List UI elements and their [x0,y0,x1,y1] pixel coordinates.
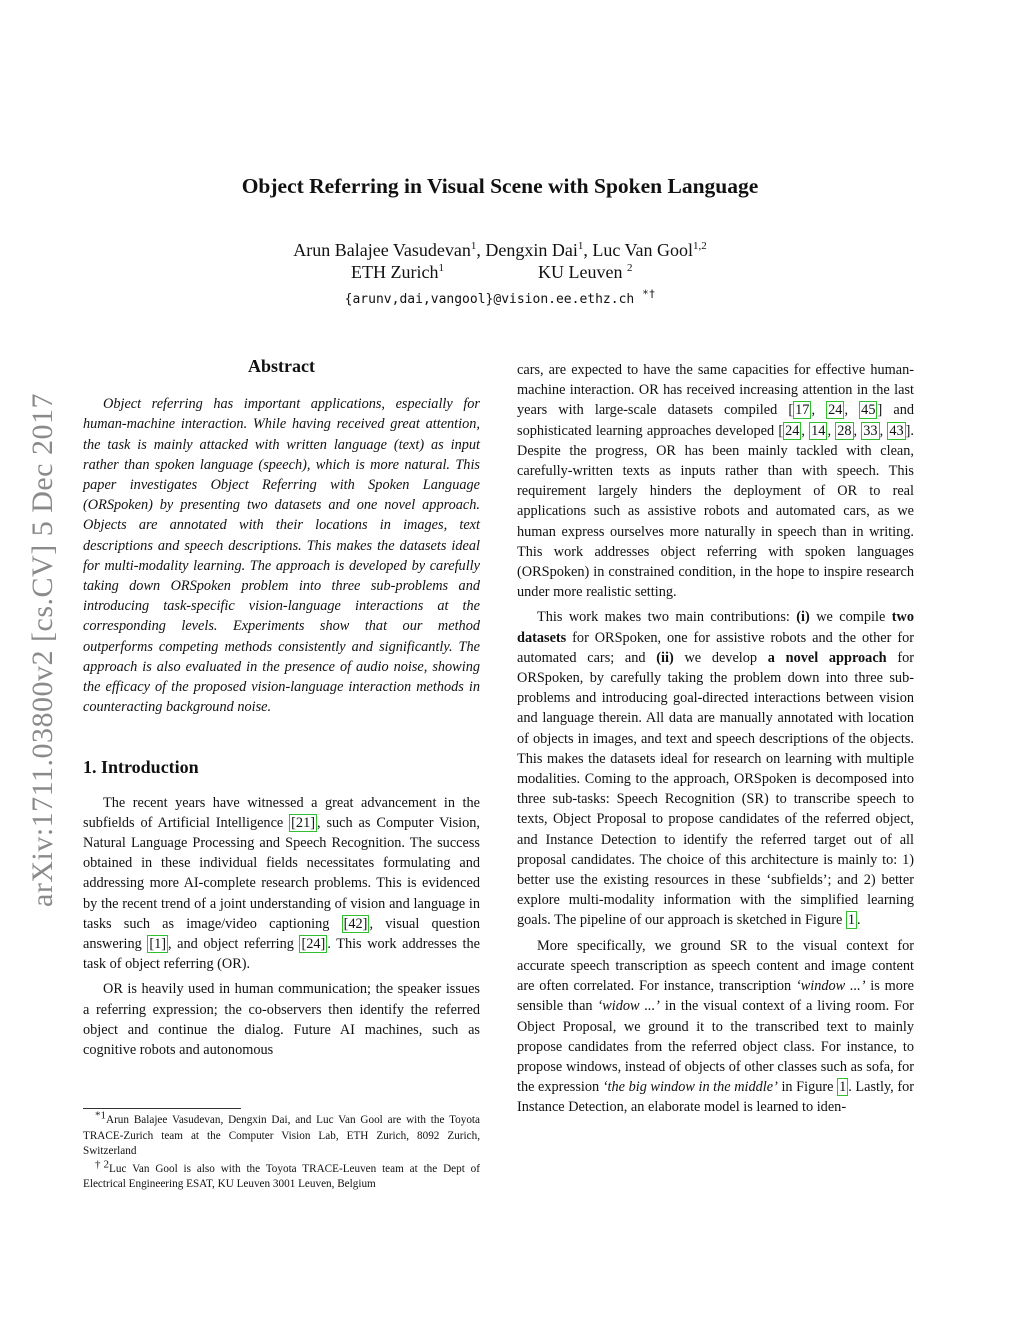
citation-link[interactable]: 43 [889,422,904,439]
italic-text: ‘window ...’ [795,978,866,995]
text: in the visual context of a living room. For Object Proposal, we ground it to the transcribed text to mainly propose candidates from the referred object class. For instance, to propose windows, instead of objects of other classes such as sofa, for the expression [517,998,915,1096]
footnote-divider [83,1108,241,1109]
citation-link[interactable]: [42] [343,915,368,932]
text: in Figure [777,1079,838,1096]
text: More specifically, we ground SR to the visual context for accurate speech transcription as speech content and image content are often correlated. For instance, transcription [517,937,914,995]
paragraph: OR is heavily used in human communication; the speaker issues a referring expression; the co-observers then identify the referred object and continue the dialog. Future AI machines, such as cognitive robots and autonomous [83,981,480,1059]
figure-link[interactable]: 1 [839,1079,847,1096]
footnote [83,1157,480,1193]
text: . [857,912,861,929]
paragraph [517,607,914,930]
text: The recent years have witnessed a great advancement in the subfields of Artificial Intelligence [83,794,480,831]
bold-text: two datasets [517,609,914,646]
bracket: ] [877,402,883,419]
citation-link[interactable]: 24 [785,422,800,439]
text: and sophisticated learning approaches developed [517,402,915,439]
citation-link[interactable]: 33 [863,422,878,439]
author-email [0,287,1000,307]
abstract-heading: Abstract [248,356,315,376]
citation-link[interactable]: 14 [811,422,826,439]
italic-text: ‘widow ...’ [597,998,660,1015]
paper-title: Object Referring in Visual Scene with Spoken Language [241,174,759,198]
separator: , [844,402,860,419]
affiliation-name: ETH Zurich [351,262,439,282]
text: cars, are expected to have the same capacities for effective human-machine interaction. OR has received increasing attention in the last years with large-scale datasets compiled [517,362,914,419]
citation-link[interactable]: 17 [795,402,810,419]
text: we compile [809,609,892,626]
section-heading: 1. Introduction [83,757,199,778]
separator: , [853,422,862,439]
email-address[interactable]: {arunv,dai,vangool}@vision.ee.ethz.ch [344,292,635,307]
text: we develop [673,649,768,666]
author-affiliation-mark: 1,2 [693,240,707,252]
author-affiliation-mark: 1 [577,240,584,252]
bracket: [ [778,422,784,439]
author-separator: , [583,240,593,260]
bracket: [ [788,402,794,419]
author-affiliation-mark: 1 [470,240,477,252]
text: . This work addresses the task of object referring (OR). [83,936,480,973]
footnotes [83,1108,480,1195]
author-name: Dengxin Dai [485,240,578,260]
footnote-text: Arun Balajee Vasudevan, Dengxin Dai, and Luc Van Gool are with the Toyota TRACE-Zurich team at the Computer Vision Lab, ETH Zurich, 8092 Zurich, Switzerland [83,1114,480,1157]
text: , such as Computer Vision, Natural Language Processing and Speech Recognition. The success obtained in these individual fields necessitates formulating and addressing more AI-complete research problems. This is evidenced by the recent trend of a joint understanding of vision and language in tasks such as image/video captioning [83,814,480,932]
footnote-text: Luc Van Gool is also with the Toyota TRACE-Leuven team at the Dept of Electrical Engineering ESAT, KU Leuven 3001 Leuven, Belgium [83,1162,480,1190]
text: for ORSpoken, by carefully taking the problem down into three sub-problems and introducing goal-directed interactions between vision and language therein. All data are manually annotated with location of objects in images, and text and speech descriptions of the objects. This makes the datasets ideal for research on learning with multiple modalities. Coming to the approach, ORSpoken is decomposed into three sub-tasks: Speech Recognition (SR) to transcribe speech to texts, Object Proposal to propose candidates of the referred object, and Instance Detection to identify the referred target out of all proposal candidates. The choice of this architecture is mainly to: 1) better use the existing resources in these ‘subfields’; and 2) better explore multi-modality information with the simplified learning goals. The pipeline of our approach is sketched in Figure [517,649,914,929]
footnote-mark: †2 [95,1157,110,1170]
text: . Lastly, for Instance Detection, an elaborate model is learned to iden- [517,1079,914,1116]
affiliation-kul [538,262,632,283]
italic-text: ‘the big window in the middle’ [602,1079,778,1096]
separator: , [879,422,888,439]
citation-link[interactable]: 45 [861,402,876,419]
citation-link[interactable]: [1] [149,936,167,953]
affiliation-mark: 2 [626,262,633,274]
citation-link[interactable]: 24 [828,402,843,419]
footnote [83,1109,480,1160]
footnote-mark: *1 [95,1109,106,1122]
bold-text: a novel approach [767,649,887,666]
arxiv-identifier: arXiv:1711.03800v2 [cs.CV] 5 Dec 2017 [26,393,59,907]
text: is more sensible than [517,978,915,1015]
abstract-text: Object referring has important applications, especially for human-machine interaction. While having received great attention, the task is mainly attacked with written language (text) as input rather than spoken language (speech), which is more natural. This paper investigates Object Referring with Spoken Language (ORSpoken) by presenting two datasets and one novel approach. Objects are annotated with their locations in images, text descriptions and speech descriptions. This makes the datasets ideal for multi-modality learning. The approach is developed by carefully taking down ORSpoken problem into three sub-problems and introducing task-specific vision-language interactions at the corresponding levels. Experiments show that our method outperforms competing methods consistently and significantly. The approach is also evaluated in the presence of audio noise, showing the efficacy of the proposed vision-language interaction methods in counteracting background noise. [83,396,480,716]
bold-text: (i) [796,609,810,626]
author-list [0,238,1000,262]
paragraph [517,360,914,602]
text: for ORSpoken, one for assistive robots and the other for automated cars; and [517,629,914,666]
bold-text: (ii) [656,649,674,666]
text: , visual question answering [83,915,480,953]
citation-link[interactable]: [21] [291,814,315,831]
left-column [83,356,480,1065]
affiliation-mark: 1 [438,262,444,274]
paragraph [517,936,914,1118]
author-name: Luc Van Gool [592,240,693,260]
separator: , [801,422,810,439]
paragraph [83,793,480,975]
bracket: ] [905,422,911,439]
text: . Despite the progress, OR has been mainly tackled with clean, carefully-written texts as inputs rather than with speech. This requirement largely hinders the deployment of OR to real applications such as assistive robots and automated cars, as we human express ourselves more naturally in speech than in writing. This work addresses object referring with spoken languages (ORSpoken) in constrained condition, in the hope to inspire research under more realistic setting. [517,422,914,601]
figure-link[interactable]: 1 [847,912,856,929]
citation-link[interactable]: 28 [837,422,852,439]
text: This work makes two main contributions: [537,609,797,626]
affiliation-eth [351,262,444,283]
arxiv-sidebar [20,350,66,950]
separator: , [811,402,827,419]
citation-link[interactable]: [24] [301,936,326,953]
affiliation-name: KU Leuven [538,262,623,282]
author-name: Arun Balajee Vasudevan [293,240,471,260]
right-column [517,360,914,1123]
separator: , [827,422,836,439]
email-footnote-marks: *† [642,287,656,301]
text: , and object referring [168,936,300,953]
author-separator: , [476,240,486,260]
